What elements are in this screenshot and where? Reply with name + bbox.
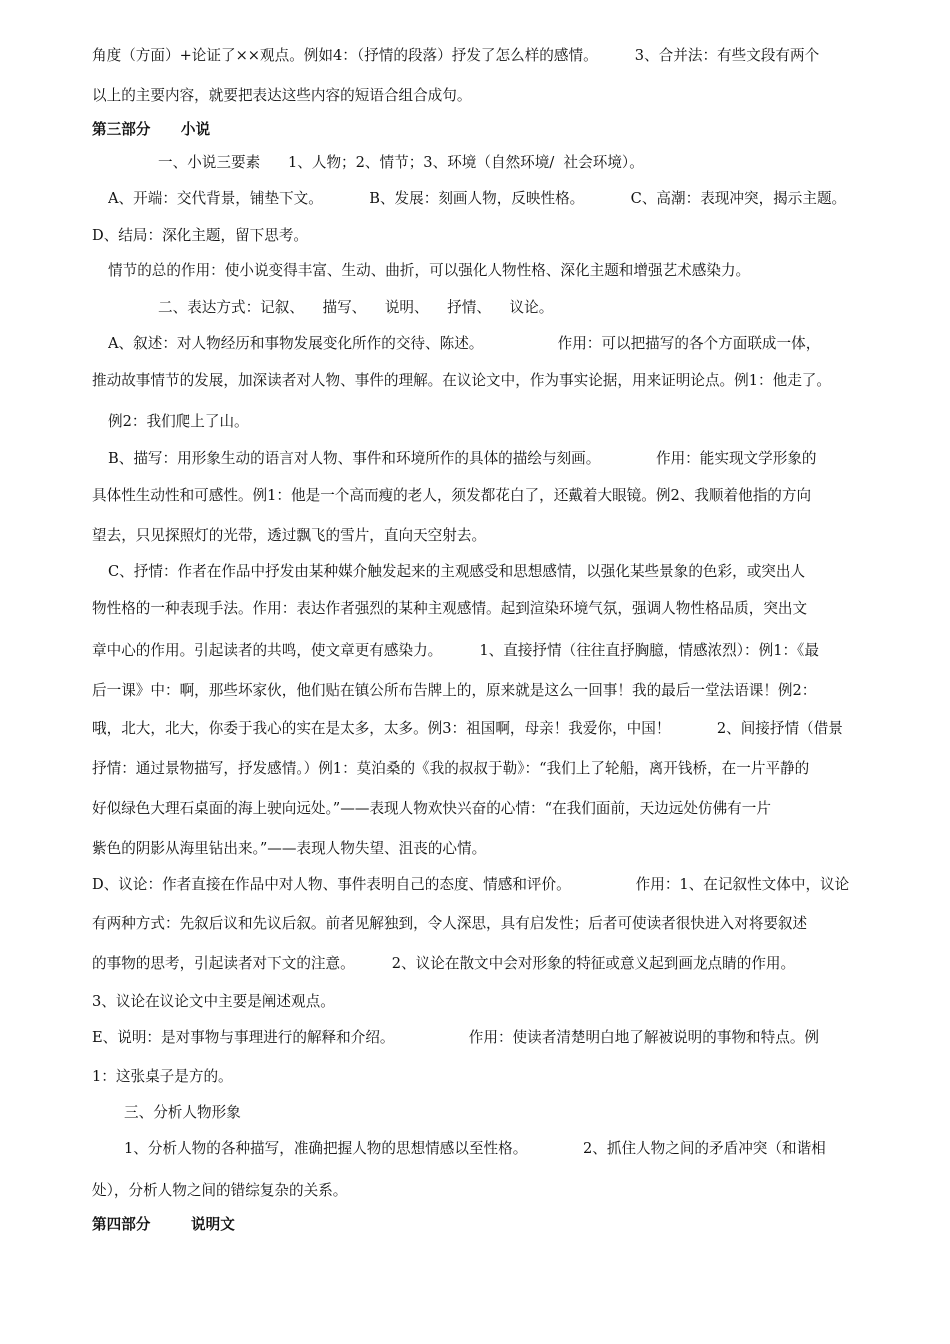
text-line: E、说明：是对事物与事理进行的解释和介绍。 作用：使读者清楚明白地了解被说明的事物和特点。例 [92, 1029, 820, 1046]
text-line: 好似绿色大理石桌面的海上驶向远处。”——表现人物欢快兴奋的心情：“在我们面前，天边远处仿佛有一片 [92, 800, 771, 817]
text-line: D、结局：深化主题，留下思考。 [92, 227, 309, 244]
text-line: D、议论：作者直接在作品中对人物、事件表明自己的态度、情感和评价。 作用：1、在记叙性文体中，议论 [92, 876, 850, 893]
text-line: 以上的主要内容，就要把表达这些内容的短语合组合成句。 [92, 87, 472, 104]
text-line: 有两种方式：先叙后议和先议后叙。前者见解独到，令人深思，具有启发性；后者可使读者很快进入对将要叙述 [92, 915, 808, 932]
text-line: C、抒情：作者在作品中抒发由某种媒介触发起来的主观感受和思想感情，以强化某些景象的色彩，或突出人 [108, 563, 806, 580]
text-line: A、叙述：对人物经历和事物发展变化所作的交待、陈述。 作用：可以把描写的各个方面联成一体， [108, 335, 821, 352]
text-line: 角度（方面）+论证了××观点。例如4：（抒情的段落）抒发了怎么样的感情。 3、合并法：有些文段有两个 [92, 47, 820, 64]
text-line: 章中心的作用。引起读者的共鸣，使文章更有感染力。 1、直接抒情（往往直抒胸臆，情感浓烈）：例1：《最 [92, 642, 819, 659]
text-line: A、开端：交代背景，铺垫下文。 B、发展：刻画人物，反映性格。 C、高潮：表现冲突，揭示主题。 [108, 190, 847, 207]
text-line: 哦，北大，北大，你委于我心的实在是太多，太多。例3：祖国啊，母亲！我爱你，中国！ 2、间接抒情（借景 [92, 720, 843, 737]
text-line: 后一课》中：啊，那些坏家伙，他们贴在镇公所布告牌上的，原来就是这么一回事！我的最后一堂法语课！例2： [92, 682, 817, 699]
section-heading: 第三部分 小说 [92, 121, 211, 138]
text-line: 1：这张桌子是方的。 [92, 1068, 233, 1085]
text-line: 二、表达方式：记叙、 描写、 说明、 抒情、 议论。 [158, 299, 554, 316]
text-line: 一、小说三要素 1、人物；2、情节；3、环境（自然环境/ 社会环境）。 [158, 154, 644, 171]
text-line: 物性格的一种表现手法。作用：表达作者强烈的某种主观感情。起到渲染环境气氛，强调人物性格品质，突出文 [92, 600, 808, 617]
text-line: 1、分析人物的各种描写，准确把握人物的思想情感以至性格。 2、抓住人物之间的矛盾冲突（和谐相 [124, 1140, 826, 1157]
text-line: 望去，只见探照灯的光带，透过飘飞的雪片，直向天空射去。 [92, 527, 487, 544]
text-line: 推动故事情节的发展，加深读者对人物、事件的理解。在议论文中，作为事实论据，用来证明论点。例1：他走了。 [92, 372, 831, 389]
text-line: 3、议论在议论文中主要是阐述观点。 [92, 993, 335, 1010]
text-line: 例2：我们爬上了山。 [108, 413, 249, 430]
section-heading: 第四部分 说明文 [92, 1216, 235, 1233]
text-line: 紫色的阴影从海里钻出来。”——表现人物失望、沮丧的心情。 [92, 840, 487, 857]
text-line: 情节的总的作用：使小说变得丰富、生动、曲折，可以强化人物性格、深化主题和增强艺术感染力。 [108, 262, 751, 279]
text-line: 抒情：通过景物描写，抒发感情。）例1：莫泊桑的《我的叔叔于勒》：“我们上了轮船，离开钱桥，在一片平静的 [92, 760, 810, 777]
text-line: B、描写：用形象生动的语言对人物、事件和环境所作的具体的描绘与刻画。 作用：能实现文学形象的 [108, 450, 817, 467]
text-line: 具体性生动性和可感性。例1：他是一个高而瘦的老人，须发都花白了，还戴着大眼镜。例2、我顺着他指的方向 [92, 487, 812, 504]
text-line: 三、分析人物形象 [124, 1104, 241, 1121]
text-line: 处），分析人物之间的错综复杂的关系。 [92, 1182, 348, 1199]
text-line: 的事物的思考，引起读者对下文的注意。 2、议论在散文中会对形象的特征或意义起到画龙点睛的作用。 [92, 955, 796, 972]
